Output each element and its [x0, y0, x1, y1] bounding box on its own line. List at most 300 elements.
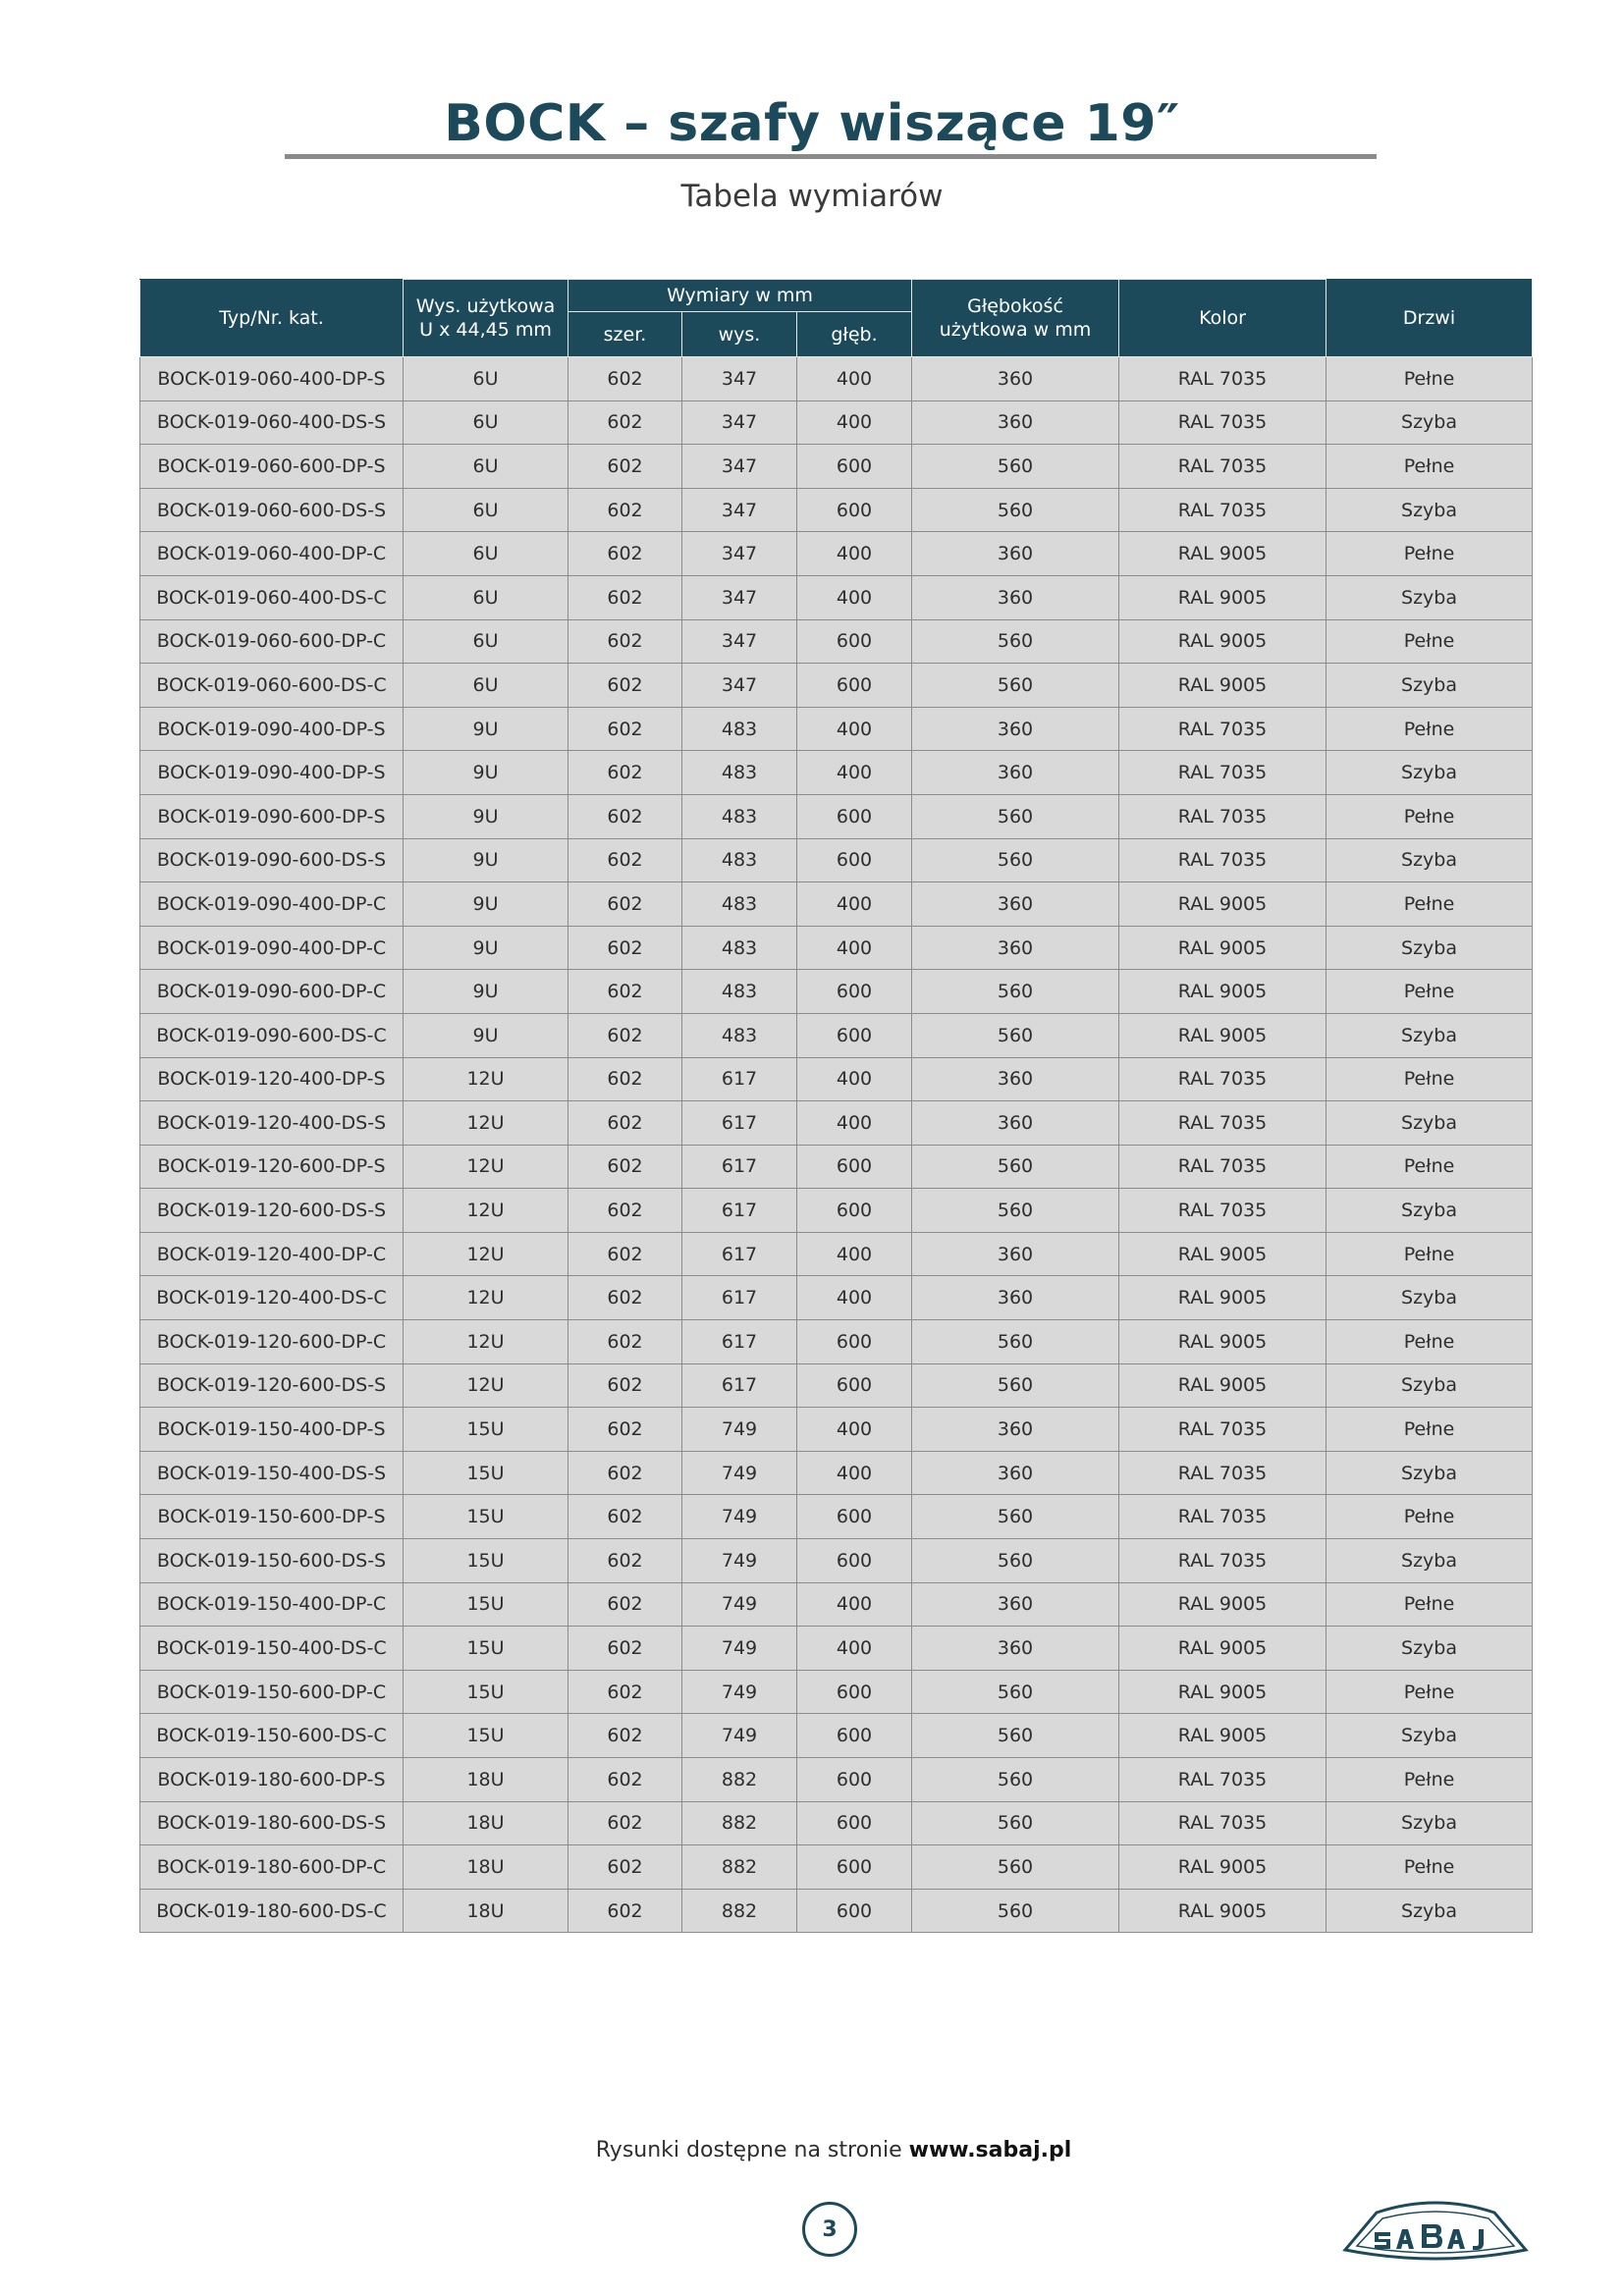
- cell-usable-height: 12U: [404, 1101, 568, 1146]
- cell-height: 749: [682, 1714, 797, 1758]
- cell-depth: 400: [797, 1627, 912, 1671]
- table-row: [140, 1582, 1533, 1627]
- cell-usable-depth: 560: [912, 1758, 1119, 1802]
- cell-catalog-number: BOCK-019-150-400-DS-C: [140, 1627, 404, 1671]
- cell-usable-height: 12U: [404, 1189, 568, 1233]
- cell-color: RAL 7035: [1119, 794, 1326, 838]
- table-row: [140, 1889, 1533, 1933]
- cell-height: 882: [682, 1758, 797, 1802]
- cell-width: 602: [568, 1539, 682, 1583]
- cell-height: 749: [682, 1408, 797, 1452]
- cell-doors: Szyba: [1326, 1714, 1533, 1758]
- cell-usable-height: 9U: [404, 882, 568, 927]
- cell-depth: 600: [797, 794, 912, 838]
- table-row: [140, 1232, 1533, 1276]
- cell-doors: Szyba: [1326, 488, 1533, 532]
- cell-width: 602: [568, 1101, 682, 1146]
- cell-width: 602: [568, 1232, 682, 1276]
- table-row: [140, 1801, 1533, 1845]
- cell-width: 602: [568, 794, 682, 838]
- cell-depth: 600: [797, 1145, 912, 1189]
- cell-usable-depth: 560: [912, 838, 1119, 882]
- cell-usable-depth: 560: [912, 1801, 1119, 1845]
- cell-width: 602: [568, 1013, 682, 1057]
- cell-color: RAL 9005: [1119, 619, 1326, 664]
- header-usable-height-line1: Wys. użytkowa: [415, 295, 556, 317]
- cell-doors: Pełne: [1326, 357, 1533, 401]
- cell-usable-depth: 360: [912, 575, 1119, 619]
- cell-depth: 600: [797, 1495, 912, 1539]
- cell-depth: 600: [797, 445, 912, 489]
- cell-doors: Pełne: [1326, 794, 1533, 838]
- cell-usable-height: 6U: [404, 357, 568, 401]
- table-row: [140, 1145, 1533, 1189]
- table-row: [140, 1670, 1533, 1714]
- cell-width: 602: [568, 1627, 682, 1671]
- cell-catalog-number: BOCK-019-120-600-DP-S: [140, 1145, 404, 1189]
- cell-width: 602: [568, 926, 682, 970]
- cell-usable-depth: 360: [912, 1408, 1119, 1452]
- table-row: [140, 1495, 1533, 1539]
- cell-usable-depth: 360: [912, 751, 1119, 795]
- cell-depth: 400: [797, 1582, 912, 1627]
- cell-usable-depth: 560: [912, 1889, 1119, 1933]
- cell-width: 602: [568, 445, 682, 489]
- table-row: [140, 926, 1533, 970]
- header-depth: głęb.: [797, 312, 912, 357]
- cell-color: RAL 9005: [1119, 926, 1326, 970]
- cell-color: RAL 9005: [1119, 1013, 1326, 1057]
- cell-catalog-number: BOCK-019-060-400-DS-S: [140, 400, 404, 445]
- table-row: [140, 1189, 1533, 1233]
- cell-doors: Pełne: [1326, 882, 1533, 927]
- cell-color: RAL 9005: [1119, 1276, 1326, 1320]
- cell-usable-depth: 560: [912, 1013, 1119, 1057]
- table-row: [140, 1363, 1533, 1408]
- cell-usable-depth: 560: [912, 970, 1119, 1014]
- cell-doors: Szyba: [1326, 1189, 1533, 1233]
- cell-doors: Pełne: [1326, 970, 1533, 1014]
- cell-catalog-number: BOCK-019-180-600-DP-C: [140, 1845, 404, 1890]
- cell-depth: 400: [797, 1057, 912, 1101]
- cell-width: 602: [568, 575, 682, 619]
- cell-usable-height: 15U: [404, 1582, 568, 1627]
- cell-height: 617: [682, 1276, 797, 1320]
- cell-doors: Szyba: [1326, 838, 1533, 882]
- cell-usable-depth: 360: [912, 1101, 1119, 1146]
- cell-depth: 400: [797, 1232, 912, 1276]
- cell-catalog-number: BOCK-019-180-600-DS-C: [140, 1889, 404, 1933]
- table-row: [140, 1276, 1533, 1320]
- cell-color: RAL 9005: [1119, 1670, 1326, 1714]
- cell-height: 749: [682, 1670, 797, 1714]
- cell-usable-height: 9U: [404, 1013, 568, 1057]
- cell-doors: Szyba: [1326, 664, 1533, 708]
- table-row: [140, 488, 1533, 532]
- cell-catalog-number: BOCK-019-060-600-DS-C: [140, 664, 404, 708]
- cell-color: RAL 7035: [1119, 1145, 1326, 1189]
- cell-doors: Szyba: [1326, 1889, 1533, 1933]
- cell-height: 347: [682, 357, 797, 401]
- table-row: [140, 1451, 1533, 1495]
- cell-catalog-number: BOCK-019-120-600-DS-S: [140, 1363, 404, 1408]
- cell-color: RAL 7035: [1119, 838, 1326, 882]
- cell-color: RAL 7035: [1119, 1801, 1326, 1845]
- cell-width: 602: [568, 1845, 682, 1890]
- cell-height: 483: [682, 970, 797, 1014]
- cell-usable-depth: 360: [912, 1582, 1119, 1627]
- cell-usable-depth: 560: [912, 488, 1119, 532]
- table-row: [140, 400, 1533, 445]
- table-row: [140, 357, 1533, 401]
- cell-color: RAL 9005: [1119, 1232, 1326, 1276]
- table-row: [140, 1714, 1533, 1758]
- cell-width: 602: [568, 1582, 682, 1627]
- table-row: [140, 1101, 1533, 1146]
- cell-usable-depth: 360: [912, 400, 1119, 445]
- cell-height: 347: [682, 445, 797, 489]
- cell-height: 749: [682, 1495, 797, 1539]
- cell-catalog-number: BOCK-019-150-600-DP-S: [140, 1495, 404, 1539]
- cell-usable-depth: 560: [912, 1145, 1119, 1189]
- cell-usable-height: 15U: [404, 1539, 568, 1583]
- cell-usable-depth: 360: [912, 926, 1119, 970]
- cell-usable-height: 18U: [404, 1758, 568, 1802]
- cell-catalog-number: BOCK-019-090-400-DP-S: [140, 751, 404, 795]
- cell-depth: 600: [797, 1189, 912, 1233]
- cell-doors: Szyba: [1326, 400, 1533, 445]
- cell-usable-depth: 560: [912, 619, 1119, 664]
- cell-width: 602: [568, 882, 682, 927]
- cell-doors: Pełne: [1326, 619, 1533, 664]
- cell-doors: Szyba: [1326, 1363, 1533, 1408]
- cell-depth: 600: [797, 1670, 912, 1714]
- cell-width: 602: [568, 838, 682, 882]
- cell-usable-depth: 360: [912, 357, 1119, 401]
- cell-width: 602: [568, 664, 682, 708]
- cell-usable-depth: 560: [912, 1363, 1119, 1408]
- cell-depth: 400: [797, 400, 912, 445]
- cell-color: RAL 9005: [1119, 1320, 1326, 1364]
- cell-doors: Pełne: [1326, 532, 1533, 576]
- cell-color: RAL 9005: [1119, 1845, 1326, 1890]
- cell-catalog-number: BOCK-019-120-600-DP-C: [140, 1320, 404, 1364]
- cell-width: 602: [568, 488, 682, 532]
- cell-color: RAL 9005: [1119, 1363, 1326, 1408]
- cell-depth: 400: [797, 1276, 912, 1320]
- cell-color: RAL 7035: [1119, 1101, 1326, 1146]
- cell-color: RAL 7035: [1119, 1451, 1326, 1495]
- cell-doors: Pełne: [1326, 1670, 1533, 1714]
- cell-usable-height: 18U: [404, 1801, 568, 1845]
- cell-height: 347: [682, 532, 797, 576]
- cell-width: 602: [568, 1889, 682, 1933]
- cell-width: 602: [568, 1801, 682, 1845]
- cell-usable-height: 6U: [404, 532, 568, 576]
- cell-depth: 600: [797, 488, 912, 532]
- cell-width: 602: [568, 1495, 682, 1539]
- cell-doors: Pełne: [1326, 1495, 1533, 1539]
- cell-height: 749: [682, 1627, 797, 1671]
- cell-color: RAL 9005: [1119, 664, 1326, 708]
- cell-height: 882: [682, 1801, 797, 1845]
- sabaj-logo: [1337, 2185, 1534, 2269]
- cell-height: 483: [682, 794, 797, 838]
- header-height: wys.: [682, 312, 797, 357]
- cell-usable-depth: 360: [912, 1627, 1119, 1671]
- cell-depth: 400: [797, 532, 912, 576]
- table-row: [140, 1057, 1533, 1101]
- cell-catalog-number: BOCK-019-150-400-DP-C: [140, 1582, 404, 1627]
- cell-catalog-number: BOCK-019-120-400-DP-C: [140, 1232, 404, 1276]
- cell-usable-depth: 360: [912, 1057, 1119, 1101]
- cell-catalog-number: BOCK-019-090-600-DP-S: [140, 794, 404, 838]
- cell-usable-depth: 560: [912, 1714, 1119, 1758]
- cell-height: 749: [682, 1451, 797, 1495]
- cell-catalog-number: BOCK-019-090-600-DS-C: [140, 1013, 404, 1057]
- cell-catalog-number: BOCK-019-150-600-DS-C: [140, 1714, 404, 1758]
- cell-doors: Pełne: [1326, 1145, 1533, 1189]
- cell-depth: 600: [797, 664, 912, 708]
- cell-height: 617: [682, 1232, 797, 1276]
- cell-color: RAL 9005: [1119, 882, 1326, 927]
- cell-usable-depth: 560: [912, 1495, 1119, 1539]
- cell-usable-height: 15U: [404, 1714, 568, 1758]
- cell-depth: 600: [797, 1363, 912, 1408]
- cell-doors: Pełne: [1326, 1320, 1533, 1364]
- cell-depth: 400: [797, 882, 912, 927]
- cell-catalog-number: BOCK-019-060-400-DP-S: [140, 357, 404, 401]
- cell-color: RAL 7035: [1119, 1758, 1326, 1802]
- cell-depth: 400: [797, 1451, 912, 1495]
- cell-catalog-number: BOCK-019-090-400-DP-C: [140, 882, 404, 927]
- cell-width: 602: [568, 400, 682, 445]
- cell-doors: Szyba: [1326, 1451, 1533, 1495]
- cell-catalog-number: BOCK-019-120-400-DS-S: [140, 1101, 404, 1146]
- cell-doors: Szyba: [1326, 575, 1533, 619]
- header-type: Typ/Nr. kat.: [140, 280, 404, 357]
- table-row: [140, 751, 1533, 795]
- cell-width: 602: [568, 532, 682, 576]
- cell-usable-height: 9U: [404, 970, 568, 1014]
- cell-usable-height: 12U: [404, 1363, 568, 1408]
- cell-depth: 600: [797, 1539, 912, 1583]
- cell-color: RAL 9005: [1119, 970, 1326, 1014]
- cell-usable-height: 18U: [404, 1889, 568, 1933]
- cell-catalog-number: BOCK-019-090-400-DP-C: [140, 926, 404, 970]
- dimensions-table: [139, 279, 1533, 1933]
- cell-height: 617: [682, 1101, 797, 1146]
- cell-height: 882: [682, 1889, 797, 1933]
- cell-color: RAL 9005: [1119, 1714, 1326, 1758]
- page-subtitle: Tabela wymiarów: [680, 179, 944, 214]
- cell-color: RAL 9005: [1119, 1627, 1326, 1671]
- cell-doors: Szyba: [1326, 751, 1533, 795]
- cell-color: RAL 7035: [1119, 1539, 1326, 1583]
- cell-width: 602: [568, 619, 682, 664]
- cell-catalog-number: BOCK-019-060-600-DP-C: [140, 619, 404, 664]
- cell-usable-height: 15U: [404, 1408, 568, 1452]
- cell-depth: 400: [797, 707, 912, 751]
- cell-color: RAL 9005: [1119, 575, 1326, 619]
- cell-color: RAL 7035: [1119, 400, 1326, 445]
- cell-width: 602: [568, 1451, 682, 1495]
- table-row: [140, 838, 1533, 882]
- cell-depth: 400: [797, 751, 912, 795]
- header-usable-depth-line2: użytkowa w mm: [939, 319, 1092, 341]
- table-row: [140, 794, 1533, 838]
- cell-catalog-number: BOCK-019-060-600-DS-S: [140, 488, 404, 532]
- cell-depth: 400: [797, 575, 912, 619]
- table-row: [140, 575, 1533, 619]
- header-color: Kolor: [1119, 280, 1326, 357]
- cell-doors: Szyba: [1326, 1276, 1533, 1320]
- cell-width: 602: [568, 1189, 682, 1233]
- cell-doors: Szyba: [1326, 1101, 1533, 1146]
- cell-doors: Szyba: [1326, 1539, 1533, 1583]
- cell-catalog-number: BOCK-019-120-600-DS-S: [140, 1189, 404, 1233]
- cell-usable-depth: 360: [912, 1276, 1119, 1320]
- table-row: [140, 1539, 1533, 1583]
- cell-height: 347: [682, 619, 797, 664]
- cell-depth: 600: [797, 838, 912, 882]
- cell-height: 483: [682, 751, 797, 795]
- cell-height: 483: [682, 926, 797, 970]
- cell-doors: Pełne: [1326, 1232, 1533, 1276]
- cell-doors: Szyba: [1326, 926, 1533, 970]
- cell-catalog-number: BOCK-019-150-400-DP-S: [140, 1408, 404, 1452]
- website-link[interactable]: www.sabaj.pl: [908, 2138, 1072, 2163]
- cell-usable-height: 6U: [404, 575, 568, 619]
- table-row: [140, 970, 1533, 1014]
- cell-width: 602: [568, 1276, 682, 1320]
- cell-doors: Pełne: [1326, 707, 1533, 751]
- cell-height: 347: [682, 488, 797, 532]
- cell-usable-height: 15U: [404, 1670, 568, 1714]
- cell-usable-height: 15U: [404, 1495, 568, 1539]
- cell-usable-depth: 360: [912, 1451, 1119, 1495]
- cell-width: 602: [568, 1145, 682, 1189]
- header-doors: Drzwi: [1326, 280, 1533, 357]
- cell-width: 602: [568, 707, 682, 751]
- cell-usable-depth: 560: [912, 1670, 1119, 1714]
- cell-color: RAL 9005: [1119, 1889, 1326, 1933]
- table-row: [140, 1627, 1533, 1671]
- cell-catalog-number: BOCK-019-150-600-DS-S: [140, 1539, 404, 1583]
- cell-catalog-number: BOCK-019-120-400-DS-C: [140, 1276, 404, 1320]
- cell-height: 483: [682, 1013, 797, 1057]
- cell-width: 602: [568, 1320, 682, 1364]
- cell-width: 602: [568, 1363, 682, 1408]
- cell-width: 602: [568, 1758, 682, 1802]
- table-row: [140, 707, 1533, 751]
- cell-height: 617: [682, 1320, 797, 1364]
- table-row: [140, 1408, 1533, 1452]
- cell-height: 347: [682, 575, 797, 619]
- cell-width: 602: [568, 1670, 682, 1714]
- cell-color: RAL 7035: [1119, 357, 1326, 401]
- cell-height: 617: [682, 1363, 797, 1408]
- cell-usable-height: 9U: [404, 926, 568, 970]
- cell-catalog-number: BOCK-019-180-600-DS-S: [140, 1801, 404, 1845]
- cell-depth: 600: [797, 970, 912, 1014]
- cell-usable-height: 6U: [404, 488, 568, 532]
- cell-depth: 400: [797, 926, 912, 970]
- cell-usable-height: 6U: [404, 619, 568, 664]
- cell-height: 483: [682, 838, 797, 882]
- cell-width: 602: [568, 1714, 682, 1758]
- cell-catalog-number: BOCK-019-060-600-DP-S: [140, 445, 404, 489]
- cell-depth: 600: [797, 1845, 912, 1890]
- title-underline: [285, 154, 1377, 159]
- cell-width: 602: [568, 357, 682, 401]
- cell-usable-height: 6U: [404, 400, 568, 445]
- cell-doors: Pełne: [1326, 1845, 1533, 1890]
- cell-doors: Pełne: [1326, 1758, 1533, 1802]
- cell-usable-height: 12U: [404, 1276, 568, 1320]
- cell-doors: Szyba: [1326, 1801, 1533, 1845]
- cell-catalog-number: BOCK-019-090-600-DP-C: [140, 970, 404, 1014]
- header-usable-height-line2: U x 44,45 mm: [419, 319, 552, 341]
- cell-depth: 600: [797, 1013, 912, 1057]
- cell-height: 749: [682, 1582, 797, 1627]
- cell-catalog-number: BOCK-019-060-400-DP-C: [140, 532, 404, 576]
- cell-catalog-number: BOCK-019-060-400-DS-C: [140, 575, 404, 619]
- cell-depth: 400: [797, 1101, 912, 1146]
- cell-height: 617: [682, 1145, 797, 1189]
- cell-usable-depth: 560: [912, 1845, 1119, 1890]
- cell-doors: Pełne: [1326, 1582, 1533, 1627]
- header-dimensions-group: Wymiary w mm: [568, 280, 912, 312]
- cell-usable-depth: 560: [912, 1189, 1119, 1233]
- table-row: [140, 532, 1533, 576]
- cell-color: RAL 7035: [1119, 751, 1326, 795]
- cell-doors: Szyba: [1326, 1627, 1533, 1671]
- cell-usable-height: 12U: [404, 1320, 568, 1364]
- cell-width: 602: [568, 1057, 682, 1101]
- cell-usable-depth: 560: [912, 445, 1119, 489]
- page-number: 3: [802, 2202, 857, 2257]
- cell-height: 347: [682, 664, 797, 708]
- cell-height: 617: [682, 1057, 797, 1101]
- cell-catalog-number: BOCK-019-090-600-DS-S: [140, 838, 404, 882]
- cell-usable-depth: 360: [912, 1232, 1119, 1276]
- cell-depth: 400: [797, 1408, 912, 1452]
- header-usable-depth: [912, 280, 1119, 357]
- cell-usable-height: 12U: [404, 1057, 568, 1101]
- cell-catalog-number: BOCK-019-120-400-DP-S: [140, 1057, 404, 1101]
- cell-doors: Szyba: [1326, 1013, 1533, 1057]
- cell-color: RAL 7035: [1119, 1495, 1326, 1539]
- cell-usable-height: 18U: [404, 1845, 568, 1890]
- page-title: BOCK – szafy wiszące 19″: [444, 94, 1180, 153]
- cell-catalog-number: BOCK-019-150-600-DP-C: [140, 1670, 404, 1714]
- cell-usable-height: 6U: [404, 664, 568, 708]
- table-body: [140, 357, 1533, 1933]
- table-row: [140, 1758, 1533, 1802]
- cell-height: 347: [682, 400, 797, 445]
- table-row: [140, 664, 1533, 708]
- cell-height: 749: [682, 1539, 797, 1583]
- cell-usable-height: 9U: [404, 751, 568, 795]
- cell-usable-height: 12U: [404, 1232, 568, 1276]
- cell-height: 483: [682, 882, 797, 927]
- cell-depth: 600: [797, 1714, 912, 1758]
- cell-usable-depth: 560: [912, 794, 1119, 838]
- cell-color: RAL 7035: [1119, 1408, 1326, 1452]
- cell-color: RAL 7035: [1119, 1057, 1326, 1101]
- cell-width: 602: [568, 751, 682, 795]
